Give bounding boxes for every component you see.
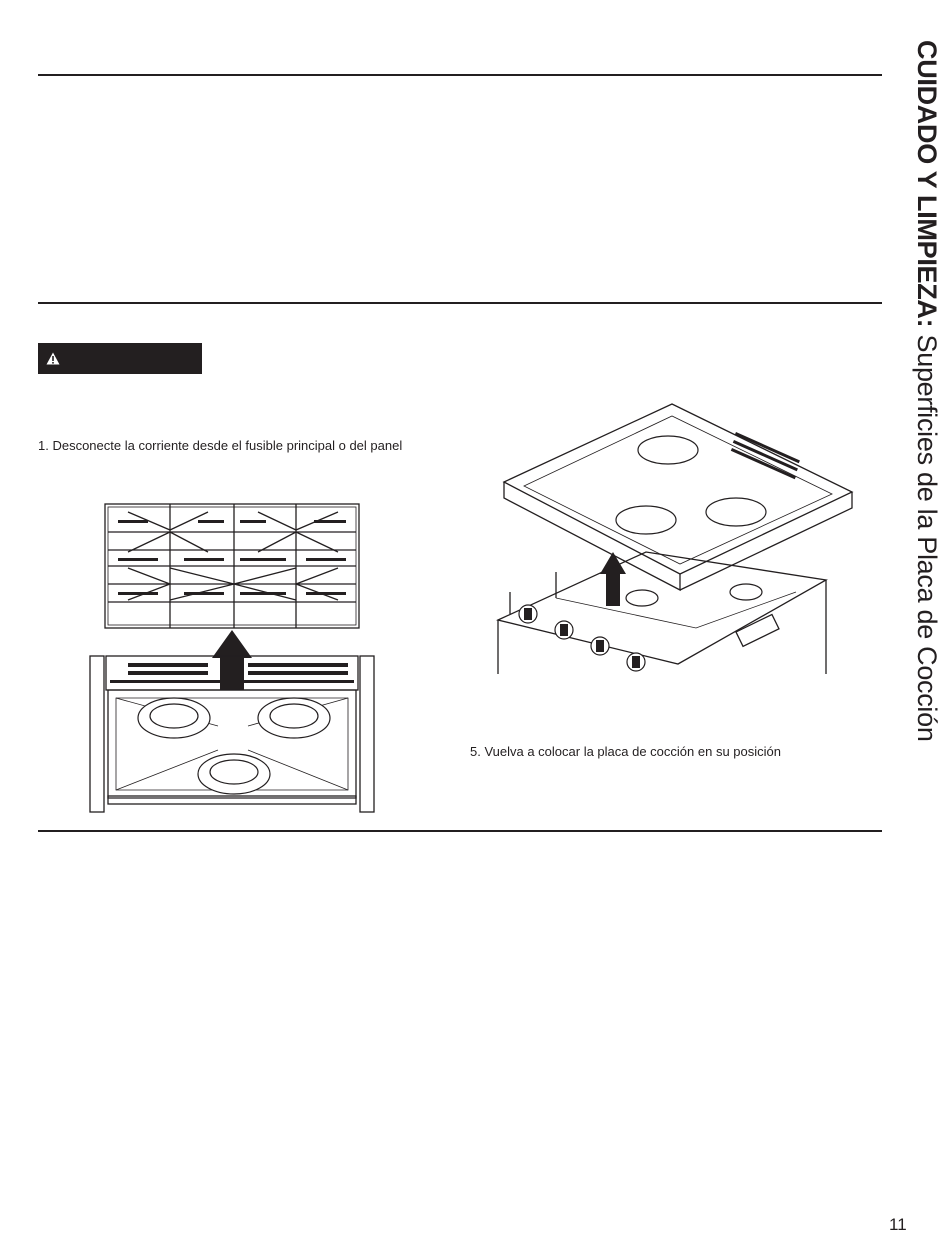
range-body [498, 552, 826, 674]
warning-label-bar [38, 343, 202, 374]
section-side-title [912, 40, 942, 900]
warning-triangle-icon [46, 352, 60, 365]
bottom-rule [38, 830, 882, 832]
step-5-text: 5. Vuelva a colocar la placa de cocción en su posición [470, 744, 781, 759]
side-title-bold: CUIDADO Y LIMPIEZA: [912, 40, 942, 328]
top-rule [38, 74, 882, 76]
cooktop-plate [504, 404, 852, 590]
page-number: 11 [889, 1215, 907, 1234]
step-1-text: 1. Desconecte la corriente desde el fusible principal o del panel [38, 438, 403, 453]
cooktop-lift-illustration [496, 402, 856, 674]
control-knobs [519, 605, 645, 671]
cooktop-grate [105, 504, 359, 628]
section-rule [38, 302, 882, 304]
side-title-light: Superficies de la Placa de Cocción [912, 327, 942, 742]
grate-removal-illustration [88, 500, 378, 816]
